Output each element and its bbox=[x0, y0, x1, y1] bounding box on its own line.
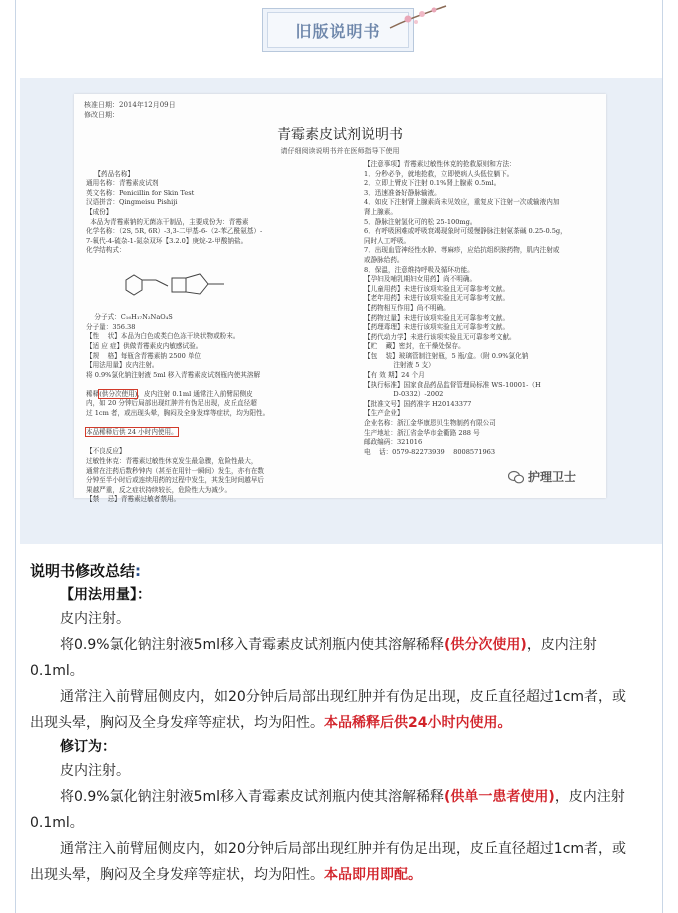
new-paragraph-1: 皮内注射。 bbox=[60, 763, 130, 779]
leaflet-meta bbox=[84, 100, 176, 120]
new-p2-tail: ，皮内注射0.1ml。 bbox=[30, 789, 625, 831]
new-p3-highlight: 本品即用即配。 bbox=[324, 867, 422, 883]
watermark bbox=[508, 468, 576, 485]
old-p2-highlight: (供分次使用) bbox=[444, 637, 527, 653]
section-heading-usage: 【用法用量】： bbox=[60, 587, 151, 603]
old-leaflet-image bbox=[74, 94, 606, 504]
new-paragraph-2 bbox=[30, 784, 640, 836]
leaflet-left-text-b: 分子式：C₁₆H₁₇N₂NaO₄S 分子量：356.38 【性 状】本品为白色或类白色冻干块状物或粉末。 【适 应 症】供做青霉素皮内敏感试验。 【规 格】每瓶含青霉素钠 2500 单位 【用法用量】皮内注射。 将 0.9%氯化钠注射液 5ml 移入青霉素皮试剂瓶内使其溶解 bbox=[86, 313, 261, 379]
revision-date: 修改日期： bbox=[84, 111, 119, 119]
old-p3-text: 通常注入前臂屈侧皮内，如20分钟后局部出现红肿并有伪足出现，皮丘直径超过1cm者，或出现头晕，胸闷及全身发痒等症状，均为阳性。 bbox=[30, 689, 627, 731]
leaflet-subtitle: 请仔细阅读说明书并在医师指导下使用 bbox=[280, 147, 400, 155]
highlight-box-24h: 本品稀释后供 24 小时内使用。 bbox=[86, 428, 178, 437]
new-p2-highlight: (供单一患者使用) bbox=[444, 789, 555, 805]
old-paragraph-3 bbox=[30, 684, 640, 736]
approval-date: 核准日期：2014年12月09日 bbox=[84, 101, 176, 109]
highlight-box-divided-use: (供分次使用) bbox=[99, 389, 138, 398]
summary-title bbox=[30, 560, 141, 581]
old-paragraph-2 bbox=[30, 632, 640, 684]
chemical-structure-icon bbox=[116, 268, 236, 302]
watermark-label: 护理卫士 bbox=[528, 470, 577, 484]
banner-label: 旧版说明书 bbox=[267, 12, 409, 48]
leaflet-title: 青霉素皮试剂说明书 bbox=[277, 127, 403, 143]
new-p3-text: 通常注入前臂屈侧皮内，如20分钟后局部出现红肿并有伪足出现，皮丘直径超过1cm者，或出现头晕，胸闷及全身发痒等症状，均为阳性。 bbox=[30, 841, 627, 883]
wechat-logo-icon bbox=[508, 470, 524, 484]
leaflet-dilute-pre: 稀释 bbox=[86, 389, 100, 398]
revised-label: 修订为： bbox=[60, 739, 116, 755]
leaflet-dilute-post: ，皮内注射 0.1ml 通常注入前臂屈侧皮 内，如 20 分钟后局部出现红肿并有伪足出现，皮丘直径超 过 1cm 者，或出现头晕，胸闷及全身发痒等症状，均为阳性。 bbox=[86, 389, 270, 418]
new-p2-text: 将0.9%氯化钠注射液5ml移入青霉素皮试剂瓶内使其溶解稀释 bbox=[60, 789, 445, 805]
plum-blossom-icon bbox=[388, 2, 448, 32]
old-paragraph-1: 皮内注射。 bbox=[60, 611, 130, 627]
summary-title-text: 说明书修改总结 bbox=[30, 562, 136, 580]
old-p2-text: 将0.9%氯化钠注射液5ml移入青霉素皮试剂瓶内使其溶解稀释 bbox=[60, 637, 445, 653]
leaflet-left-text-a: 【药品名称】 通用名称：青霉素皮试剂 英文名称：Penicillin for Skin Test 汉语拼音：Qingmeisu Pishiji 【成份】 本品为青霉素钠的无菌冻干制品，主要成份为：青霉素 化学名称：（2S, 5R, 6R）-3,3-二甲基-6-（2-苯乙酰氨基）- 7-氧代-4-硫杂-1-氮杂双环【3.2.0】庚烷-2-甲酸钠盐。 化学结构式： bbox=[86, 169, 263, 255]
leaflet-left-column bbox=[86, 160, 348, 515]
new-paragraph-3 bbox=[30, 836, 640, 888]
leaflet-left-text-e: 【不良反应】 过敏性休克：青霉素过敏性休克发生最急骤，危险性最大， 通常在注药后数秒钟内（甚至在用针一瞬间）发生，亦有在数 分钟至半小时后或连续用药的过程中发生，其发生时间越早后 果越严重，反之症状持续较长，危险性大为减少。 【禁 忌】青霉素过敏者禁用。 bbox=[86, 447, 265, 504]
leaflet-right-column: 【注意事项】青霉素过敏性休克的抢救原则和方法： 1．分秒必争，就地抢救，立即使病人头低位躺下。 2．立即上臂皮下注射 0.1%肾上腺素 0.5ml。 3．迅速准备好静脉输液。 4．如皮下注射肾上腺素尚未见效应，重复皮下注射一次或输液内加 肾上腺素。 5．静脉注射氢化可的松 25-100mg。 6．有呼吸困难或呼吸衰竭现象时可缓慢静脉注射氨茶碱 0.25-0.5g， 同时人工呼吸。 7．出现血管神经性水肿、荨麻疹，应给抗组织胺药物，肌内注射或 或静脉给药。 8．保温，注意维持呼吸及循环功能。 【孕妇及哺乳期妇女用药】尚不明确。 【儿童用药】未进行该项实验且无可靠参考文献。 【老年用药】未进行该项实验且无可靠参考文献。 【药物相互作用】尚不明确。 【药物过量】未进行该项实验且无可靠参考文献。 【药理毒理】未进行该项实验且无可靠参考文献。 【药代动力学】未进行该项实验且无可靠参考文献。 【贮 藏】密封，在干燥处保存。 【包 装】玻璃管制注射瓶，5 瓶/盒。（附 0.9%氯化钠 注射液 5 支） 【有 效 期】24 个月 【执行标准】国家食品药品监督管理局标准 WS-10001-（H D-0332）-2002 【批准文号】国药准字 H20143377 【生产企业】 企业名称：浙江金华康恩贝生物制药有限公司 生产地址：浙江省金华市金衢路 288 号 邮政编码：321016 电 话：0579-82273939 8008571963 bbox=[364, 160, 567, 456]
summary-title-colon: : bbox=[135, 562, 142, 580]
old-p3-highlight: 本品稀释后供24小时内使用。 bbox=[324, 715, 512, 731]
old-p2-tail: ，皮内注射0.1ml。 bbox=[30, 637, 597, 679]
